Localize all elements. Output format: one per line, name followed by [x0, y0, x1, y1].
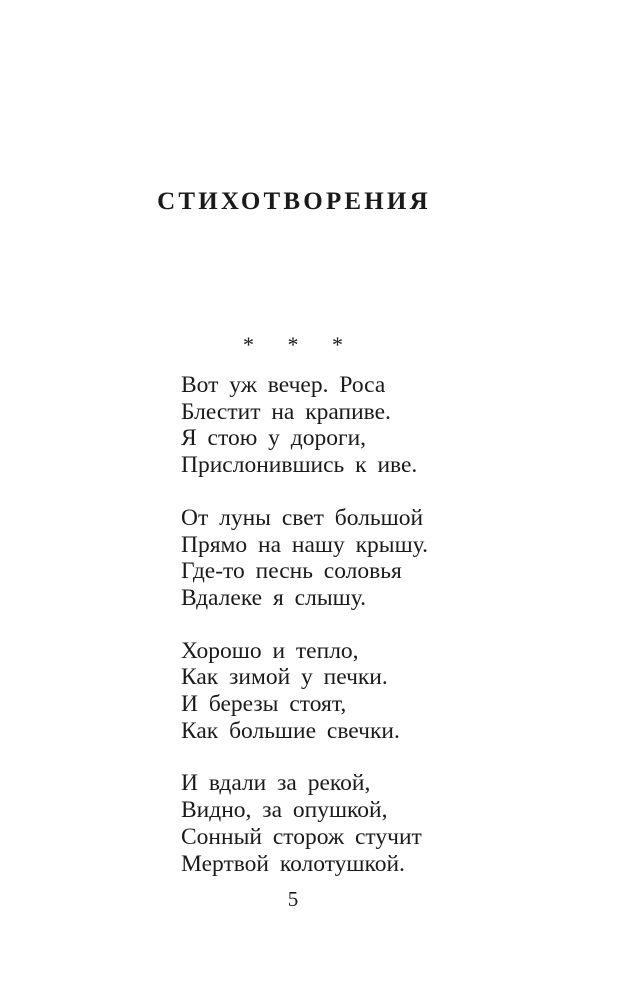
poem-separator: * * *	[243, 332, 357, 357]
poem-line: Как зимой у печки.	[181, 664, 388, 691]
poem-line: Где-то песнь соловья	[181, 558, 402, 585]
stanza	[181, 372, 581, 479]
poem-line: Хорошо и тепло,	[181, 637, 359, 664]
poem-line: И вдали за рекой,	[181, 770, 371, 797]
poem-line: Мертвой колотушкой.	[181, 850, 405, 877]
poem-line: Вот уж вечер. Роса	[181, 372, 386, 398]
section-heading: СТИХОТВОРЕНИЯ	[157, 188, 431, 215]
poem-line: Видно, за опушкой,	[181, 797, 388, 824]
stanza	[181, 638, 581, 745]
poem-line: Как большие свечки.	[181, 717, 400, 744]
poem-line: Вдалеке я слышу.	[181, 584, 366, 611]
poem-line: Прислонившись к иве.	[181, 452, 418, 479]
poem-line: Прямо на нашу крышу.	[181, 531, 428, 558]
poem-line: Я стою у дороги,	[181, 425, 367, 452]
poem	[181, 372, 581, 903]
page-number: 5	[287, 887, 299, 911]
poem-line: И березы стоят,	[181, 691, 347, 718]
poem-line: Блестит на крапиве.	[181, 398, 391, 425]
poem-line: От луны свет большой	[181, 504, 424, 531]
stanza	[181, 505, 581, 612]
stanza	[181, 770, 581, 877]
poem-line: Сонный сторож стучит	[181, 823, 422, 850]
